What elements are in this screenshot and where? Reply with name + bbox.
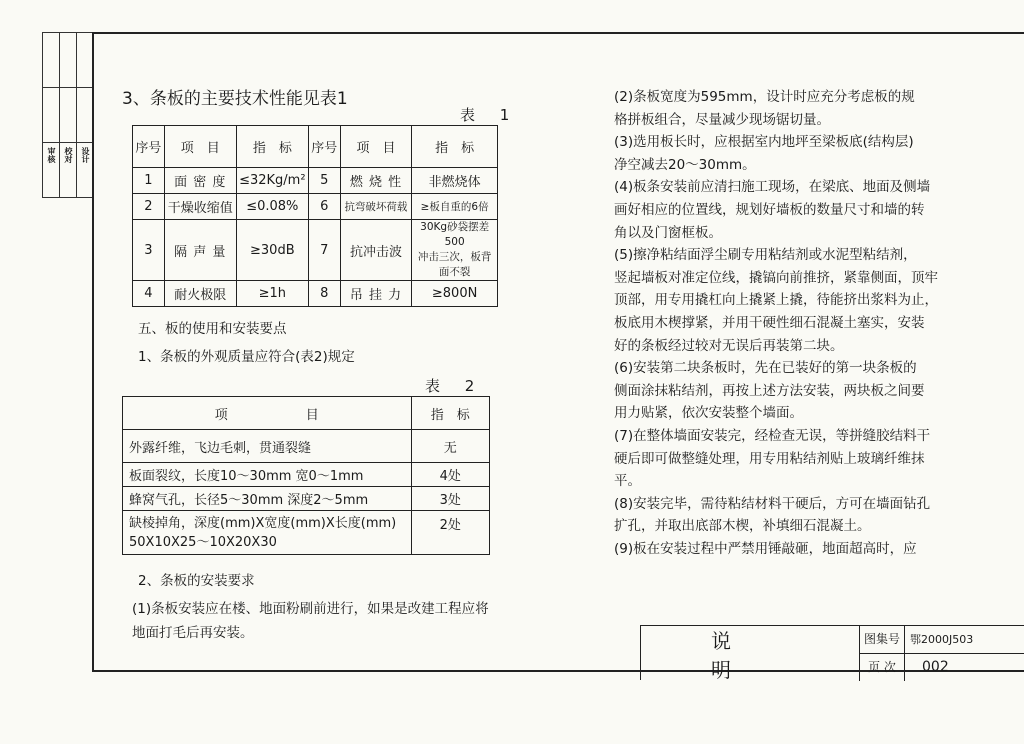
binding-strip bbox=[42, 32, 92, 197]
table-cell: 1 bbox=[133, 168, 165, 194]
table-cell: 3处 bbox=[411, 487, 489, 511]
title-block-grid bbox=[859, 626, 1024, 681]
right-line: 格拼板组合，尽量减少现场锯切量。 bbox=[614, 111, 830, 128]
page-label: 页 次 bbox=[860, 654, 905, 681]
right-line: (3)选用板长时，应根据室内地坪至梁板底(结构层) bbox=[614, 134, 914, 151]
atlas-row bbox=[860, 626, 1024, 654]
table-1 bbox=[132, 125, 498, 307]
page-value: 002 bbox=[922, 659, 949, 675]
table-cell: 非燃烧体 bbox=[412, 168, 498, 194]
install-para-1b: 地面打毛后再安装。 bbox=[132, 625, 254, 641]
right-line: 净空减去20～30mm。 bbox=[614, 156, 756, 173]
install-para-1: (1)条板安装应在楼、地面粉刷前进行，如果是改建工程应将 bbox=[132, 601, 489, 617]
section-5-item-1: 1、条板的外观质量应符合(表2)规定 bbox=[138, 349, 355, 365]
table-cell: 无 bbox=[411, 430, 489, 463]
table-cell: 板面裂纹，长度10～30mm 宽0～1mm bbox=[123, 463, 412, 487]
table-cell: 7 bbox=[308, 220, 340, 281]
section-5-heading: 五、板的使用和安装要点 bbox=[138, 321, 287, 337]
table-cell: ≥800N bbox=[412, 281, 498, 307]
table-cell: 2 bbox=[133, 194, 165, 220]
table-row bbox=[133, 168, 498, 194]
t1-header-no2: 序号 bbox=[308, 126, 340, 168]
table-row bbox=[123, 430, 490, 463]
table-row bbox=[133, 281, 498, 307]
right-line: 顶部，用专用撬杠向上撬紧上撬，待能挤出浆料为止， bbox=[614, 292, 938, 309]
right-line: (9)板在安装过程中严禁用锤敲砸，地面超高时，应 bbox=[614, 540, 917, 557]
right-line: (7)在整体墙面安装完，经检查无误，等拼缝胶结料干 bbox=[614, 427, 931, 444]
table-cell: ≤32Kg/m² bbox=[236, 168, 308, 194]
t2-header-item: 项 目 bbox=[123, 397, 412, 430]
t1-header-item: 项 目 bbox=[164, 126, 236, 168]
table-cell: ≤0.08% bbox=[236, 194, 308, 220]
t2-header-spec: 指 标 bbox=[411, 397, 489, 430]
right-line: 平。 bbox=[614, 473, 641, 490]
table-cell: 面 密 度 bbox=[164, 168, 236, 194]
table1-caption: 表 1 bbox=[460, 106, 520, 124]
table-row bbox=[123, 487, 490, 511]
right-line: 用力贴紧，依次安装整个墙面。 bbox=[614, 405, 803, 422]
right-line: 竖起墙板对准定位线，撬镐向前推挤，紧靠侧面，顶牢 bbox=[614, 269, 938, 286]
atlas-value: 鄂2000J503 bbox=[910, 633, 974, 646]
right-line: 板底用木楔撑紧，并用干硬性细石混凝土塞实，安装 bbox=[614, 314, 925, 331]
table-cell: 4处 bbox=[411, 463, 489, 487]
page-row bbox=[860, 654, 1024, 681]
table-cell: ≥板自重的6倍 bbox=[412, 194, 498, 220]
right-line: 好的条板经过较对无误后再装第二块。 bbox=[614, 337, 844, 354]
t1-header-spec: 指 标 bbox=[236, 126, 308, 168]
table-cell: ≥30dB bbox=[236, 220, 308, 281]
table-cell: 2处 bbox=[411, 511, 489, 555]
table-cell: ≥1h bbox=[236, 281, 308, 307]
table2-caption: 表 2 bbox=[425, 377, 485, 395]
table-cell: 6 bbox=[308, 194, 340, 220]
table-cell: 隔 声 量 bbox=[164, 220, 236, 281]
table-cell: 4 bbox=[133, 281, 165, 307]
right-column bbox=[614, 86, 959, 560]
table-cell: 5 bbox=[308, 168, 340, 194]
table-row bbox=[133, 194, 498, 220]
right-line: 硬后即可做整缝处理，用专用粘结剂贴上玻璃纤维抹 bbox=[614, 450, 925, 467]
binding-label-2: 校对 bbox=[64, 147, 73, 163]
right-line: 扩孔，并取出底部木楔，补填细石混凝土。 bbox=[614, 518, 871, 535]
title-block-title: 说明 bbox=[711, 628, 816, 682]
table-row bbox=[123, 463, 490, 487]
table-cell: 8 bbox=[308, 281, 340, 307]
right-line: (8)安装完毕，需待粘结材料干硬后，方可在墙面钻孔 bbox=[614, 495, 931, 512]
binding-label-1: 审核 bbox=[47, 147, 56, 163]
table-cell: 抗冲击波 bbox=[340, 220, 412, 281]
table-2 bbox=[122, 396, 490, 555]
table1-header-row bbox=[133, 126, 498, 168]
table-row bbox=[133, 220, 498, 281]
table-row bbox=[123, 511, 490, 555]
table-cell: 蜂窝气孔，长径5～30mm 深度2～5mm bbox=[123, 487, 412, 511]
table-cell: 3 bbox=[133, 220, 165, 281]
t1-header-item2: 项 目 bbox=[340, 126, 412, 168]
table-cell: 30Kg砂袋摆差500 冲击三次，板背面不裂 bbox=[412, 220, 498, 281]
table-cell: 缺棱掉角，深度(mm)X宽度(mm)X长度(mm) 50X10X25～10X20X30 bbox=[123, 511, 412, 555]
table-cell: 耐火极限 bbox=[164, 281, 236, 307]
install-heading: 2、条板的安装要求 bbox=[138, 573, 255, 589]
right-line: (4)板条安装前应清扫施工现场，在梁底、地面及侧墙 bbox=[614, 179, 931, 196]
t1-header-no: 序号 bbox=[133, 126, 165, 168]
table-cell: 燃 烧 性 bbox=[340, 168, 412, 194]
table-cell: 吊 挂 力 bbox=[340, 281, 412, 307]
table2-header-row bbox=[123, 397, 490, 430]
right-line: (5)擦净粘结面浮尘刷专用粘结剂或水泥型粘结剂， bbox=[614, 247, 917, 264]
right-line: (6)安装第二块条板时，先在已装好的第一块条板的 bbox=[614, 360, 917, 377]
table-cell: 干燥收缩值 bbox=[164, 194, 236, 220]
right-line: (2)条板宽度为595mm，设计时应充分考虑板的规 bbox=[614, 89, 915, 105]
right-line: 侧面涂抹粘结剂，再按上述方法安装，两块板之间要 bbox=[614, 382, 925, 399]
binding-label-3: 设计 bbox=[81, 147, 90, 163]
table-cell: 外露纤维，飞边毛刺，贯通裂缝 bbox=[123, 430, 412, 463]
section-3-heading: 3、条板的主要技术性能见表1 bbox=[122, 89, 348, 109]
title-block bbox=[640, 625, 1024, 680]
atlas-label: 图集号 bbox=[860, 626, 905, 653]
right-line: 画好相应的位置线，规划好墙板的数量尺寸和墙的转 bbox=[614, 201, 925, 218]
table-cell: 抗弯破坏荷载 bbox=[340, 194, 412, 220]
t1-header-spec2: 指 标 bbox=[412, 126, 498, 168]
right-line: 角以及门窗框板。 bbox=[614, 224, 722, 241]
